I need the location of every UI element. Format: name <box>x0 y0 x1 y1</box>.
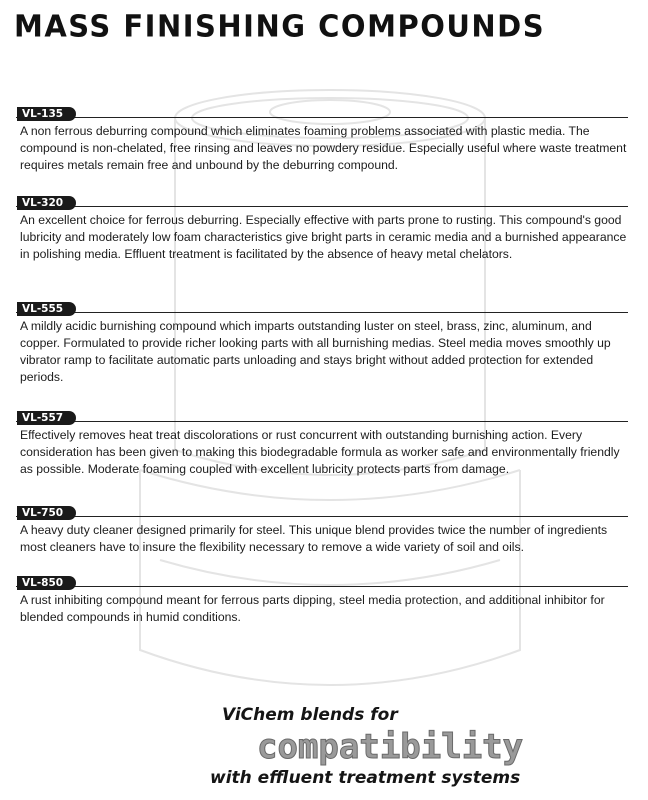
product-entry-vl-850 <box>16 576 628 626</box>
product-code-badge: VL-850 <box>17 576 76 590</box>
product-code-badge: VL-135 <box>17 107 76 121</box>
divider-line <box>16 206 628 207</box>
product-header <box>16 506 628 520</box>
page-title: MASS FINISHING COMPOUNDS <box>14 8 546 44</box>
product-header <box>16 107 628 121</box>
product-description: A non ferrous deburring compound which eliminates foaming problems associated with plastic media. The compound is non-chelated, free rinsing and leaves no powdery residue. Especially useful where waste treatment requires metals remain free and unbound by the deburring compound. <box>20 124 627 172</box>
product-description: A rust inhibiting compound meant for ferrous parts dipping, steel media protection, and additional inhibitor for blended compounds in humid conditions. <box>20 593 605 624</box>
divider-line <box>16 516 628 517</box>
product-code-badge: VL-320 <box>17 196 76 210</box>
product-header <box>16 196 628 210</box>
product-header <box>16 302 628 316</box>
tagline-line-1: ViChem blends for <box>222 705 398 725</box>
product-code-badge: VL-557 <box>17 411 76 425</box>
product-entry-vl-555 <box>16 302 628 386</box>
product-description: Effectively removes heat treat discolorations or rust concurrent with outstanding burnishing action. Every consideration has been given to making this biodegradable formula as worker safe and environmentally friendly as possible. Moderate foaming coupled with excellent lubricity protects parts from damage. <box>20 428 620 476</box>
product-header <box>16 411 628 425</box>
product-header <box>16 576 628 590</box>
tagline-highlight: compatibility <box>257 727 524 767</box>
divider-line <box>16 117 628 118</box>
divider-line <box>16 312 628 313</box>
product-entry-vl-135 <box>16 107 628 174</box>
tagline-line-3: with effluent treatment systems <box>210 768 521 788</box>
product-description: A heavy duty cleaner designed primarily for steel. This unique blend provides twice the number of ingredients most cleaners have to insure the flexibility necessary to remove a wide variety of soil and oils. <box>20 523 608 554</box>
product-code-badge: VL-750 <box>17 506 76 520</box>
product-entry-vl-557 <box>16 411 628 478</box>
product-entry-vl-320 <box>16 196 628 263</box>
product-code-badge: VL-555 <box>17 302 76 316</box>
product-description: A mildly acidic burnishing compound which imparts outstanding luster on steel, brass, zinc, aluminum, and copper. Formulated to provide richer looking parts with all burnishing medias. Steel media moves smoothly up vibrator ramp to facilitate automatic parts unloading and stays bright without added protection for extended periods. <box>20 319 611 384</box>
divider-line <box>16 421 628 422</box>
divider-line <box>16 586 628 587</box>
product-entry-vl-750 <box>16 506 628 556</box>
product-description: An excellent choice for ferrous deburring. Especially effective with parts prone to rusting. This compound's good lubricity and moderately low foam characteristics give bright parts in ceramic media and a burnished appearance in polishing media. Effluent treatment is facilitated by the absence of heavy metal chelators. <box>20 213 627 261</box>
